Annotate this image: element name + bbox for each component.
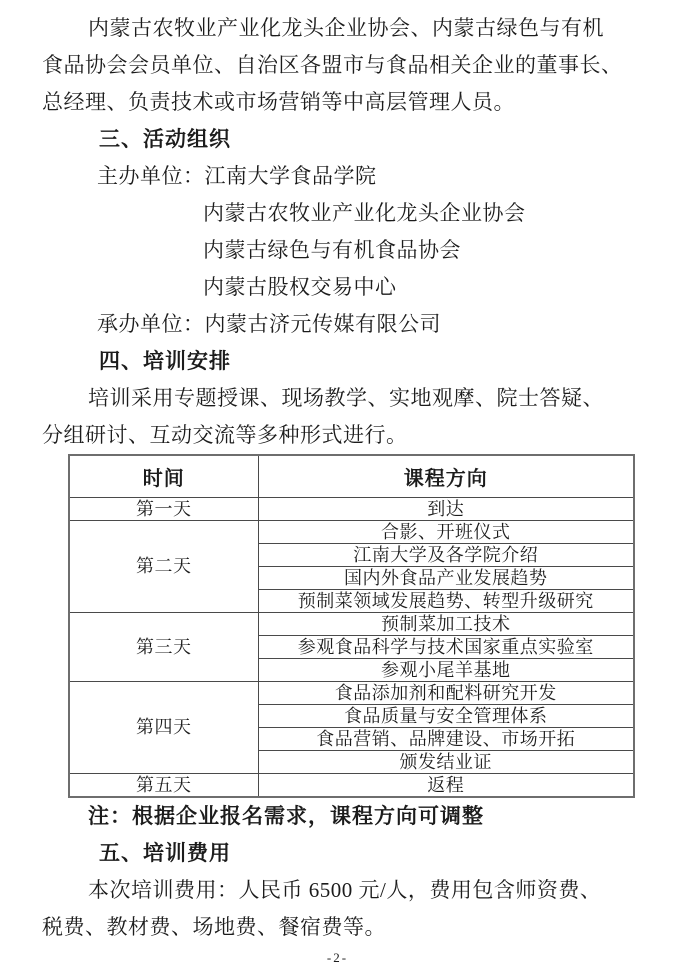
day-cell: 第三天 <box>69 612 258 681</box>
fee-line: 本次培训费用：人民币 6500 元/人，费用包含师资费、 <box>88 877 602 902</box>
organizer-block <box>42 158 650 343</box>
course-cell: 江南大学及各学院介绍 <box>258 543 634 566</box>
course-cell: 国内外食品产业发展趋势 <box>258 566 634 589</box>
intro-line: 食品协会会员单位、自治区各盟市与食品相关企业的董事长、 <box>42 53 623 77</box>
column-header-course: 课程方向 <box>258 455 634 497</box>
section-4-heading: 四、培训安排 <box>99 350 231 373</box>
training-format-paragraph <box>42 380 650 454</box>
course-cell: 颁发结业证 <box>258 750 634 773</box>
page-number: -2- <box>326 950 349 965</box>
course-cell: 到达 <box>258 497 634 520</box>
section-3-heading: 三、活动组织 <box>99 128 231 151</box>
course-cell: 预制菜加工技术 <box>258 612 634 635</box>
course-cell: 食品添加剂和配料研究开发 <box>258 681 634 704</box>
host-label: 主办单位： <box>97 164 205 188</box>
table-row <box>69 773 634 797</box>
schedule-table <box>68 454 635 798</box>
course-cell: 参观食品科学与技术国家重点实验室 <box>258 635 634 658</box>
table-row <box>69 497 634 520</box>
column-header-time: 时间 <box>69 455 258 497</box>
table-header-row <box>69 455 634 497</box>
day-cell: 第四天 <box>69 681 258 773</box>
organizer-value: 内蒙古济元传媒有限公司 <box>204 312 441 336</box>
course-cell: 食品质量与安全管理体系 <box>258 704 634 727</box>
host-line: 内蒙古绿色与有机食品协会 <box>203 238 461 262</box>
organizer-label: 承办单位： <box>97 312 205 336</box>
course-cell: 返程 <box>258 773 634 797</box>
intro-line: 内蒙古农牧业产业化龙头企业协会、内蒙古绿色与有机 <box>88 16 604 40</box>
training-format-line: 分组研讨、互动交流等多种形式进行。 <box>42 423 408 447</box>
host-line: 内蒙古农牧业产业化龙头企业协会 <box>203 201 526 225</box>
host-line <box>42 158 650 195</box>
table-row <box>69 612 634 635</box>
course-cell: 合影、开班仪式 <box>258 520 634 543</box>
day-cell: 第一天 <box>69 497 258 520</box>
table-row <box>69 681 634 704</box>
day-cell: 第二天 <box>69 520 258 612</box>
fee-paragraph <box>42 872 650 946</box>
table-row <box>69 520 634 543</box>
course-cell: 预制菜领域发展趋势、转型升级研究 <box>258 589 634 612</box>
intro-paragraph <box>42 10 650 121</box>
section-5-heading: 五、培训费用 <box>99 841 231 865</box>
organizer-line <box>42 306 650 343</box>
schedule-note: 注：根据企业报名需求，课程方向可调整 <box>88 803 484 828</box>
course-cell: 食品营销、品牌建设、市场开拓 <box>258 727 634 750</box>
host-value: 江南大学食品学院 <box>204 164 377 188</box>
day-cell: 第五天 <box>69 773 258 797</box>
fee-line: 税费、教材费、场地费、餐宿费等。 <box>42 914 386 939</box>
training-format-line: 培训采用专题授课、现场教学、实地观摩、院士答疑、 <box>88 386 604 410</box>
host-line: 内蒙古股权交易中心 <box>203 275 397 299</box>
course-cell: 参观小尾羊基地 <box>258 658 634 681</box>
intro-line: 总经理、负责技术或市场营销等中高层管理人员。 <box>42 90 515 114</box>
